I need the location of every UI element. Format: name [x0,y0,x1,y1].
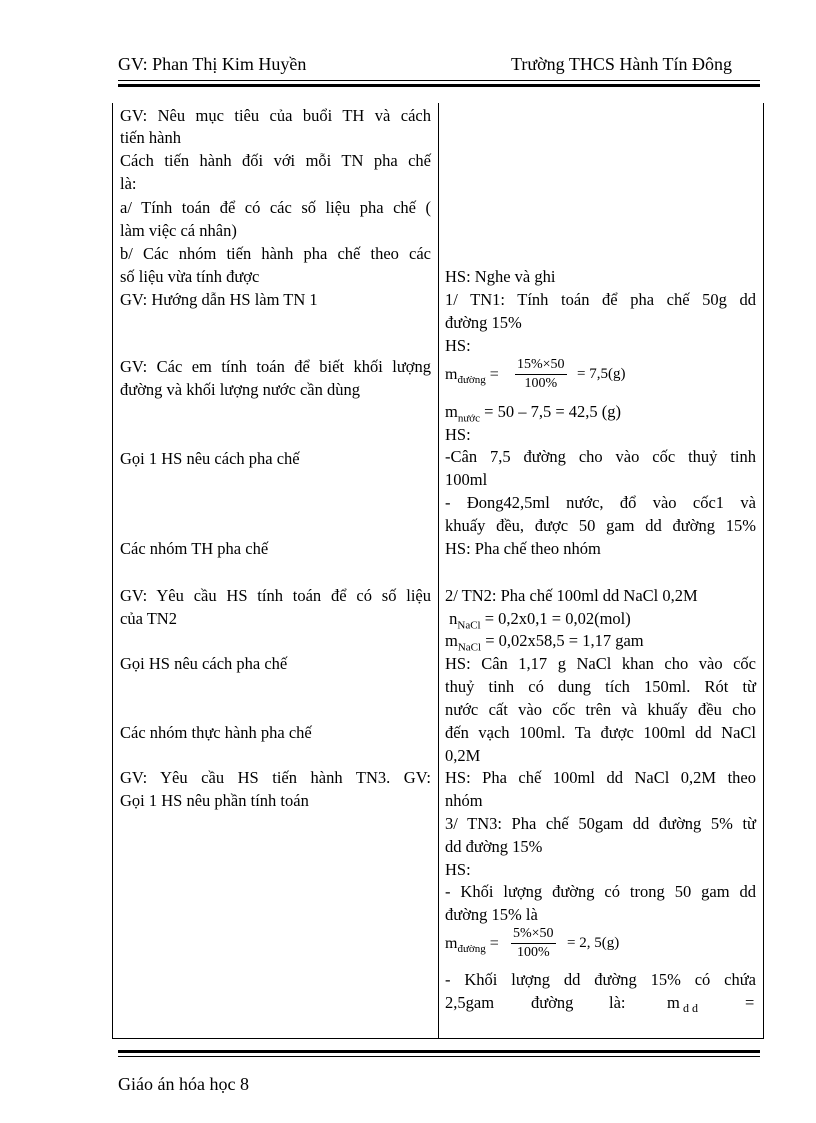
teacher-activity-line: của TN2 [120,609,177,628]
student-activity-line: 3/ TN3: Pha chế 50gam dd đường 5% từ [445,814,756,833]
fraction-numerator: 5%×50 [513,926,554,941]
student-activity-line: HS: [445,336,471,355]
formula-subscript: đường [457,943,486,956]
student-activity-line: đường 15% là [445,905,538,924]
student-activity-line: HS: Pha chế theo nhóm [445,539,601,558]
formula-subscript: NaCl [457,641,482,654]
fraction-denominator: 100% [515,374,567,393]
student-activity-line: HS: Cân 1,17 g NaCl khan cho vào cốc [445,654,756,673]
page-header [118,54,760,80]
formula-result: = 2, 5(g) [567,935,620,951]
teacher-activity-line: Các nhóm TH pha chế [120,539,269,558]
student-activity-line: - Khối lượng đường có trong 50 gam dd [445,882,756,901]
student-activity-line: HS: Nghe và ghi [445,267,556,286]
header-school: Trường THCS Hành Tín Đông [511,54,732,74]
student-activity-line: - Khối lượng dd đường 15% có chứa [445,970,756,989]
teacher-activity-line: số liệu vừa tính được [120,267,260,286]
student-activity-line: - Đong42,5ml nước, đổ vào cốc1 và [445,493,756,512]
student-activity-line: đường 15% [445,313,522,332]
teacher-activity-line: tiến hành [120,128,181,147]
student-activity-line: dd đường 15% [445,837,543,856]
formula-subscript: NaCl [457,619,481,632]
formula-fraction [515,356,567,393]
header-rule-thin [118,80,760,81]
formula-equals: = [489,366,499,383]
formula-result: = 7,5(g) [577,366,626,382]
teacher-activity-line: làm việc cá nhân) [120,221,237,240]
student-activity-line: thuỷ tinh có dung tích 150ml. Rót từ [445,677,756,696]
teacher-activity-line: a/ Tính toán để có các số liệu pha chế ( [120,198,431,217]
formula-rest: = 50 – 7,5 = 42,5 (g) [480,402,621,421]
table-column-divider [438,103,439,1039]
student-activity-line: HS: [445,860,471,879]
student-activity-line: -Cân 7,5 đường cho vào cốc thuỷ tinh [445,447,756,466]
student-activity-line: HS: Pha chế 100ml dd NaCl 0,2M theo [445,768,756,787]
header-rule-thick [118,84,760,87]
header-teacher: GV: Phan Thị Kim Huyền [118,54,307,74]
formula-symbol: n [449,609,458,628]
teacher-activity-line: là: [120,174,137,193]
formula-equals: = [489,935,499,952]
student-activity-line-justified [445,991,756,1014]
formula-symbol: m [445,402,458,421]
student-activity-line: 0,2M [445,746,481,765]
teacher-activity-line: GV: Yêu cầu HS tiến hành TN3. GV: [120,768,431,787]
teacher-activity-line: b/ Các nhóm tiến hành pha chế theo các [120,244,431,263]
formula-fraction [511,925,556,962]
student-activity-line: 1/ TN1: Tính toán để pha chế 50g dd [445,290,756,309]
justified-word: = [745,993,755,1012]
footer-rule-thick [118,1050,760,1053]
formula-subscript: đường [457,374,486,387]
student-activity-line: 100ml [445,470,488,489]
teacher-activity-line: Gọi 1 HS nêu phần tính toán [120,791,309,810]
justified-word: 2,5gam [445,993,495,1012]
teacher-activity-line: GV: Hướng dẫn HS làm TN 1 [120,290,318,309]
teacher-activity-line: GV: Yêu cầu HS tính toán để có số liệu [120,586,431,605]
footer-rule-thin [118,1056,760,1057]
sugar-mass-formula-tn3 [445,925,665,971]
teacher-activity-line: GV: Nêu mục tiêu của buổi TH và cách [120,106,431,125]
teacher-activity-line: Các nhóm thực hành pha chế [120,723,312,742]
fraction-numerator: 15%×50 [517,357,565,372]
formula-symbol: m [445,935,458,952]
formula-rest: = 0,2x0,1 = 0,02(mol) [480,609,631,628]
formula-rest: = 0,02x58,5 = 1,17 gam [481,631,644,650]
teacher-activity-line: Gọi HS nêu cách pha chế [120,654,288,673]
student-activity-line: HS: [445,425,471,444]
formula-symbol: m [445,366,458,383]
justified-word: m [667,993,680,1012]
student-activity-line: 2/ TN2: Pha chế 100ml dd NaCl 0,2M [445,586,698,605]
student-activity-line: khuấy đều, được 50 gam dd đường 15% [445,516,756,535]
student-activity-line: nước cất vào cốc trên và khuấy đều cho [445,700,756,719]
teacher-activity-line: Gọi 1 HS nêu cách pha chế [120,449,300,468]
justified-word: là: [609,993,626,1012]
page-footer: Giáo án hóa học 8 [118,1074,249,1094]
student-activity-line: nhóm [445,791,483,810]
formula-subscript: nước [457,412,481,425]
student-activity-line: đến vạch 100ml. Ta được 100ml dd NaCl [445,723,756,742]
formula-symbol: m [445,631,458,650]
teacher-activity-line: đường và khối lượng nước cần dùng [120,380,360,399]
sugar-mass-formula [445,356,665,402]
teacher-activity-line: Cách tiến hành đối với mỗi TN pha chế [120,151,431,170]
teacher-activity-line: GV: Các em tính toán để biết khối lượng [120,357,431,376]
justified-subscript: d d [683,1001,698,1015]
justified-word: đường [531,993,574,1012]
fraction-denominator: 100% [511,943,556,962]
